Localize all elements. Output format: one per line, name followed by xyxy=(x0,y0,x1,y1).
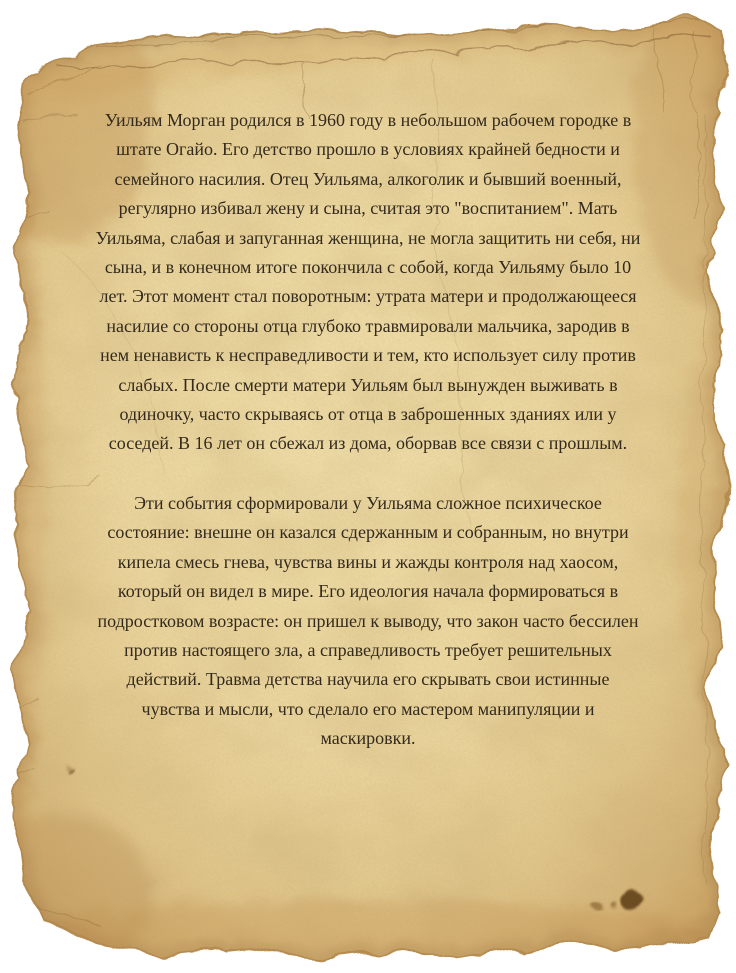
biography-paragraph-2: Эти события сформировали у Уильяма сложное психическое состояние: внешне он казался сдержанным и собранным, но внутри кипела смесь гнева, чувства вины и жажды контроля над хаосом, который он видел в мире. Его идеология начала формироваться в подростковом возрасте: он пришел к выводу, что закон часто бессилен против настоящего зла, а справедливость требует решительных действий. Травма детства научила его скрывать свои истинные чувства и мысли, что сделало его мастером манипуляции и маскировки. xyxy=(97,492,639,749)
biography-paragraph-1: Уильям Морган родился в 1960 году в небольшом рабочем городке в штате Огайо. Его детство прошло в условиях крайней бедности и семейного насилия. Отец Уильяма, алкоголик и бывший военный, регулярно избивал жену и сына, считая это "воспитанием". Мать Уильяма, слабая и запуганная женщина, не могла защитить ни себя, ни сына, и в конечном итоге покончила с собой, когда Уильяму было 10 лет. Этот момент стал поворотным: утрата матери и продолжающееся насилие со стороны отца глубоко травмировали мальчика, зародив в нем ненависть к несправедливости и тем, кто использует силу против слабых. После смерти матери Уильям был вынужден выживать в одиночку, часто скрываясь от отца в заброшенных зданиях или у соседей. В 16 лет он сбежал из дома, оборвав все связи с прошлым. xyxy=(95,110,641,454)
